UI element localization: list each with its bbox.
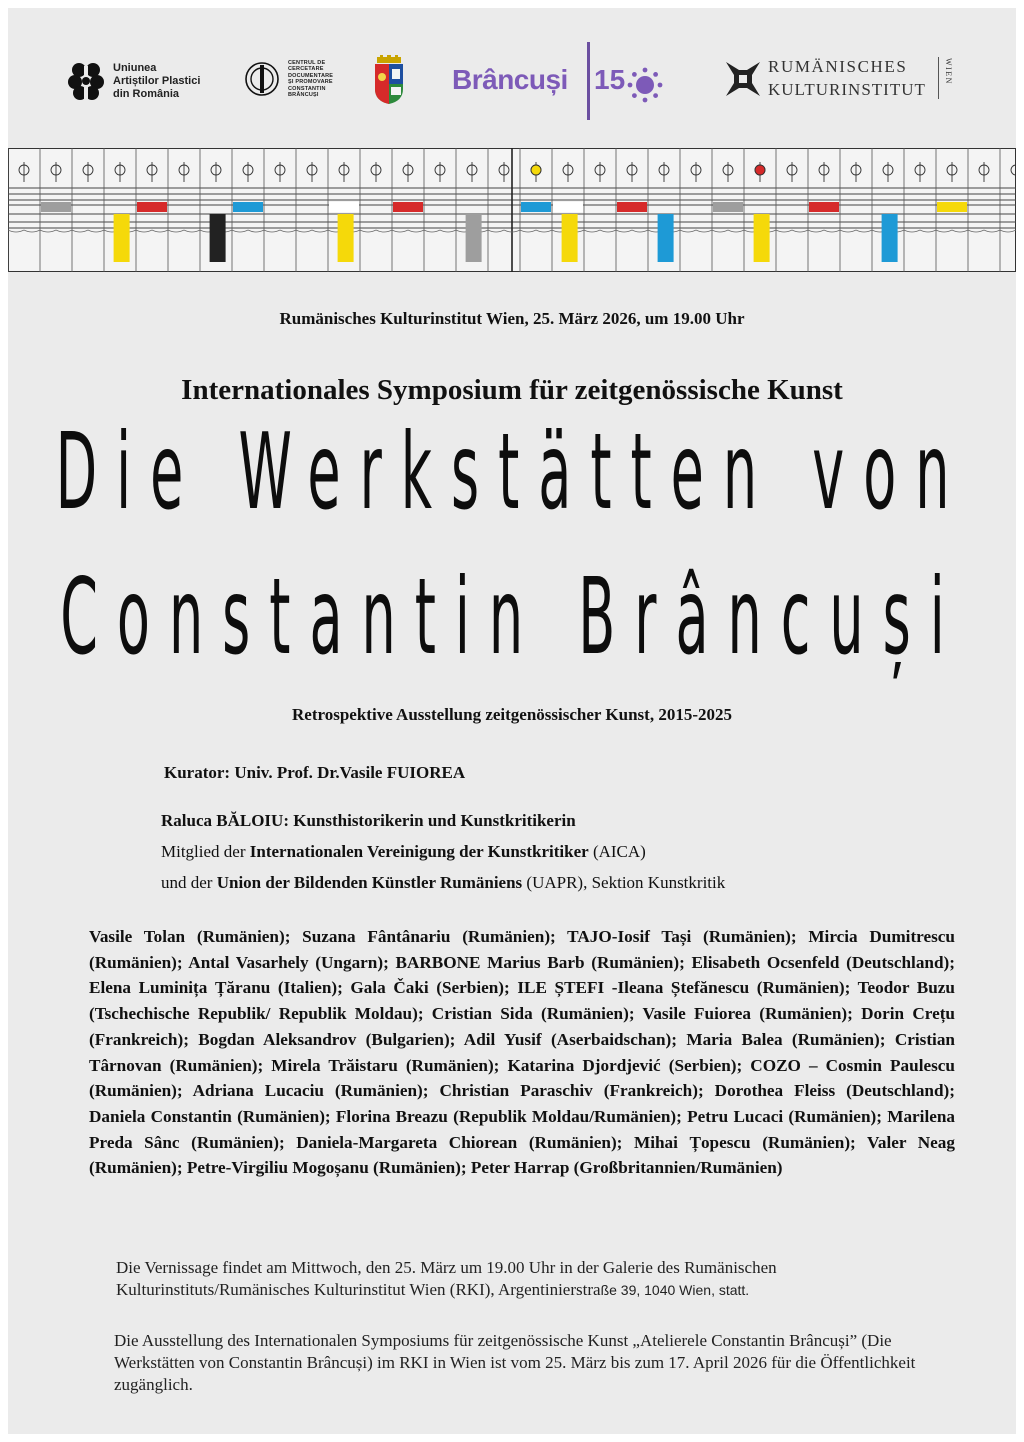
uap-flower-logo-icon xyxy=(66,60,106,102)
strip-mid-block xyxy=(809,202,839,212)
strip-mid-block xyxy=(329,202,359,212)
critic-line: Raluca BĂLOIU: Kunsthistorikerin und Kunstkritikerin xyxy=(161,811,576,830)
strip-bottom-block xyxy=(882,214,898,262)
coat-of-arms-icon xyxy=(371,55,407,105)
strip-bottom-block xyxy=(338,214,354,262)
brancusi-150-logo-text: Brâncuși xyxy=(452,64,568,95)
ccp-logo-text: CENTRUL DE CERCETARE DOCUMENTARE ȘI PROMOVARE CONSTANTIN BRÂNCUȘI xyxy=(288,60,334,99)
rki-logo-line2: KULTURINSTITUT xyxy=(768,80,926,99)
strip-bottom-block xyxy=(114,214,130,262)
strip-colored-dot xyxy=(531,165,541,175)
rki-logo-line1: RUMÄNISCHES xyxy=(768,57,908,76)
brancusi-150-sun-icon xyxy=(625,65,671,111)
strip-bottom-block xyxy=(210,214,226,262)
strip-mid-block xyxy=(521,202,551,212)
retrospective-subtitle: Retrospektive Ausstellung zeitgenössischer Kunst, 2015-2025 xyxy=(292,705,732,724)
uapr-line: und der Union der Bildenden Künstler Rumäniens (UAPR), Sektion Kunstkritik xyxy=(161,873,726,892)
brancusi-150-number: 15 xyxy=(594,64,626,95)
vernissage-info: Die Vernissage findet am Mittwoch, den 25. März um 19.00 Uhr in der Galerie des Rumänischen Kulturinstituts/Rumänisches Kulturinstitut Wien (RKI), Argentinierstraße 39, 1040 Wien, statt. xyxy=(116,1258,777,1299)
curator-line: Kurator: Univ. Prof. Dr.Vasile FUIOREA xyxy=(164,763,466,782)
strip-bottom-block xyxy=(754,214,770,262)
rki-cross-logo-icon xyxy=(726,62,760,96)
strip-bottom-block xyxy=(658,214,674,262)
strip-colored-dot xyxy=(755,165,765,175)
main-title-line2: Constantin Brâncuși xyxy=(60,556,964,680)
main-title-line1: Die Werkstätten von xyxy=(55,411,969,535)
rki-logo-divider xyxy=(938,57,939,99)
strip-mid-block xyxy=(553,202,583,212)
uap-logo-text: Uniunea Artiștilor Plastici din România xyxy=(113,62,201,100)
decorative-color-strip xyxy=(8,148,1016,272)
strip-mid-block xyxy=(713,202,743,212)
ccp-circle-logo-icon xyxy=(244,61,280,97)
rki-logo-wien: WIEN xyxy=(944,58,953,85)
strip-mid-block xyxy=(233,202,263,212)
brancusi-150-divider xyxy=(587,42,590,120)
strip-bottom-block xyxy=(466,214,482,262)
symposium-heading: Internationales Symposium für zeitgenössische Kunst xyxy=(181,374,843,406)
exhibition-dates-info: Die Ausstellung des Internationalen Symposiums für zeitgenössische Kunst „Atelierele Constantin Brâncuși” (Die Werkstätten von Constantin Brâncuși) im RKI in Wien ist vom 25. März bis zum 17. April 2026 für die Öffentlichkeit zugänglich. xyxy=(114,1331,916,1394)
artists-list: Vasile Tolan (Rumänien); Suzana Fântânariu (Rumänien); TAJO-Iosif Tași (Rumänien); Mircia Dumitrescu (Rumänien); Antal Vasarhely (Ungarn); BARBONE Marius Barb (Rumänien); Elisabeth Ocsenfeld (Deutschland); Elena Luminița Țăranu (Italien); Gala Čaki (Serbien); ILE ȘTEFI -Ileana Ștefănescu (Rumänien); Teodor Buzu (Tschechische Republik/ Republik Moldau); Cristian Sida (Rumänien); Vasile Fuiorea (Rumänien); Dorin Crețu (Frankreich); Bogdan Aleksandrov (Bulgarien); Adil Yusif (Aserbaidschan); Maria Balea (Rumänien); Cristian Târnovan (Rumänien); Mirela Trăistaru (Rumänien); Katarina Djordjević (Serbien); COZO – Cosmin Paulescu (Rumänien); Adriana Lucaciu (Rumänien); Christian Paraschiv (Frankreich); Dorothea Fleiss (Deutschland); Daniela Constantin (Rumänien); Florina Breazu (Republik Moldau/Rumänien); Petru Lucaci (Rumänien); Marilena Preda Sânc (Rumänien); Daniela-Margareta Chiorean (Rumänien); Mihai Țopescu (Rumänien); Valer Neag (Rumänien); Petre-Virgiliu Mogoșanu (Rumänien); Peter Harrap (Großbritannien/Rumänien) xyxy=(89,927,955,1178)
strip-mid-block xyxy=(41,202,71,212)
strip-mid-block xyxy=(393,202,423,212)
aica-line: Mitglied der Internationalen Vereinigung der Kunstkritiker (AICA) xyxy=(161,842,646,861)
event-venue-date: Rumänisches Kulturinstitut Wien, 25. März 2026, um 19.00 Uhr xyxy=(279,309,745,328)
strip-mid-block xyxy=(617,202,647,212)
strip-mid-block xyxy=(937,202,967,212)
strip-mid-block xyxy=(137,202,167,212)
strip-bottom-block xyxy=(562,214,578,262)
